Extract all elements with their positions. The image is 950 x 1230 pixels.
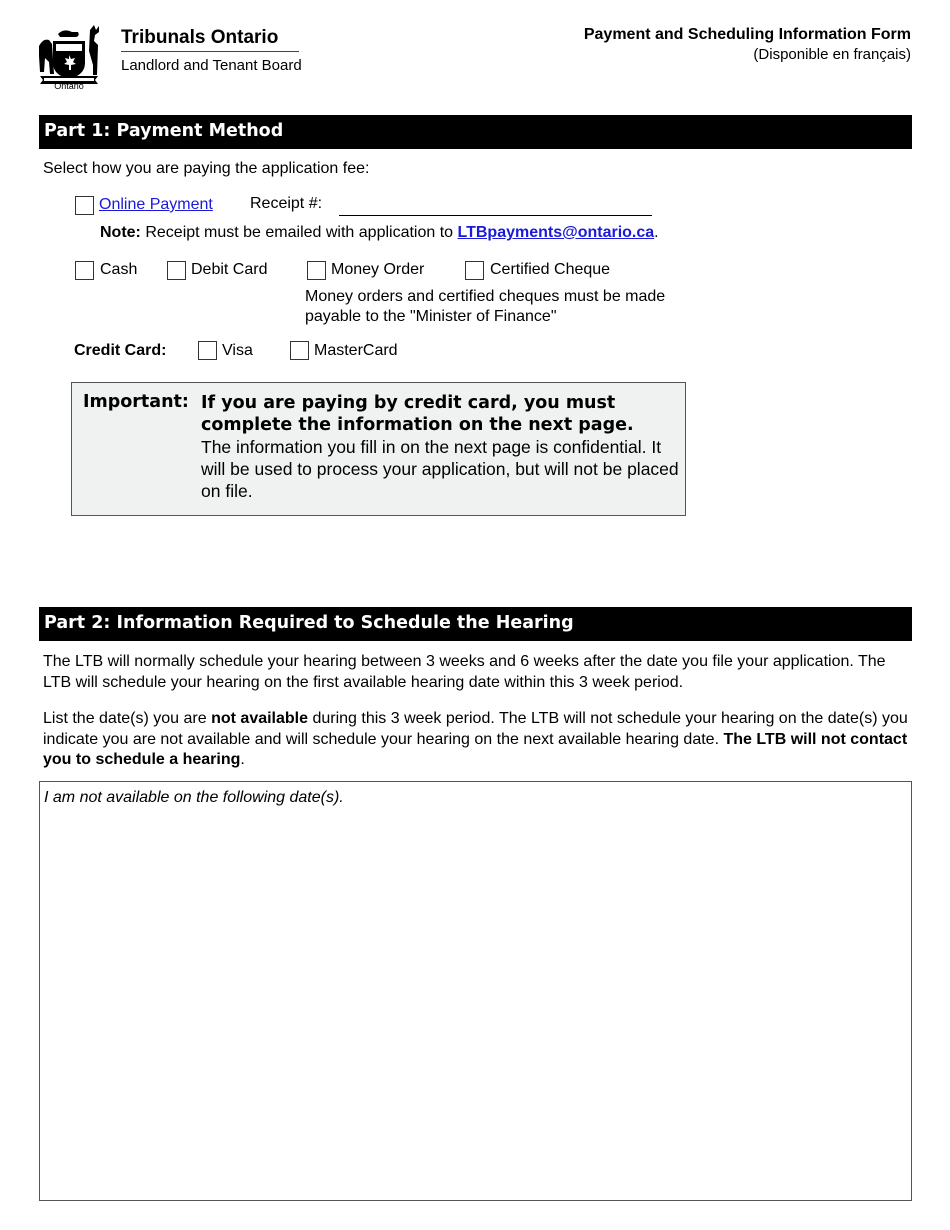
note-label: Note: [100,224,141,241]
cash-checkbox[interactable] [75,261,94,280]
org-name: Tribunals Ontario [121,27,279,48]
unavailable-dates-input[interactable] [44,812,908,1196]
part1-heading: Part 1: Payment Method [39,115,912,149]
debit-card-label: Debit Card [191,261,268,278]
para2-text-e: . [240,751,245,768]
form-subtitle-french: (Disponible en français) [753,46,911,63]
form-title: Payment and Scheduling Information Form [583,26,911,43]
important-label: Important: [83,392,189,412]
para2-not-available: not available [211,710,309,727]
cash-label: Cash [100,261,138,278]
payment-intro: Select how you are paying the application fee: [43,160,370,177]
money-order-note-line2: payable to the "Minister of Finance" [305,308,557,325]
para2-no-contact: The LTB will not contact you to schedule a hearing [43,730,908,768]
debit-card-checkbox[interactable] [167,261,186,280]
visa-checkbox[interactable] [198,341,217,360]
logo-caption: Ontario [54,81,84,91]
scheduling-paragraph-1: The LTB will normally schedule your hearing between 3 weeks and 6 weeks after the date you file your application. The LTB will schedule your hearing on the first available hearing date within this 3 week period. [43,653,886,691]
note-end: . [654,224,659,241]
org-board: Landlord and Tenant Board [121,57,302,74]
mastercard-label: MasterCard [314,342,398,359]
money-order-label: Money Order [331,261,425,278]
online-payment-checkbox[interactable] [75,196,94,215]
note-line [100,224,659,242]
money-order-note-line1: Money orders and certified cheques must be made [305,288,666,305]
certified-cheque-checkbox[interactable] [465,261,484,280]
receipt-input-line [339,215,652,216]
receipt-input[interactable] [342,194,650,214]
part2-heading: Part 2: Information Required to Schedule the Hearing [39,607,912,641]
online-payment-link[interactable]: Online Payment [99,196,213,213]
para2-text-c: during this 3 week period. The LTB will not schedule your hearing on the date(s) you indicate you are not available and will schedule your hearing on the next available hearing date. [43,710,908,748]
credit-card-label: Credit Card: [74,342,167,359]
note-text: Receipt must be emailed with application to [140,224,458,241]
money-order-checkbox[interactable] [307,261,326,280]
receipt-label: Receipt #: [250,195,323,212]
unavailable-dates-label: I am not available on the following date(s). [44,789,344,806]
important-body-text: The information you fill in on the next page is confidential. It will be used to process your application, but will not be placed on file. [201,437,679,501]
email-link[interactable]: LTBpayments@ontario.ca [457,224,655,241]
para2-text-a: List the date(s) you are [43,710,212,727]
org-divider [121,51,299,52]
scheduling-paragraph-2 [43,709,908,771]
visa-label: Visa [222,342,253,359]
certified-cheque-label: Certified Cheque [490,261,611,278]
important-bold-text: If you are paying by credit card, you must complete the information on the next page. [201,393,634,435]
mastercard-checkbox[interactable] [290,341,309,360]
